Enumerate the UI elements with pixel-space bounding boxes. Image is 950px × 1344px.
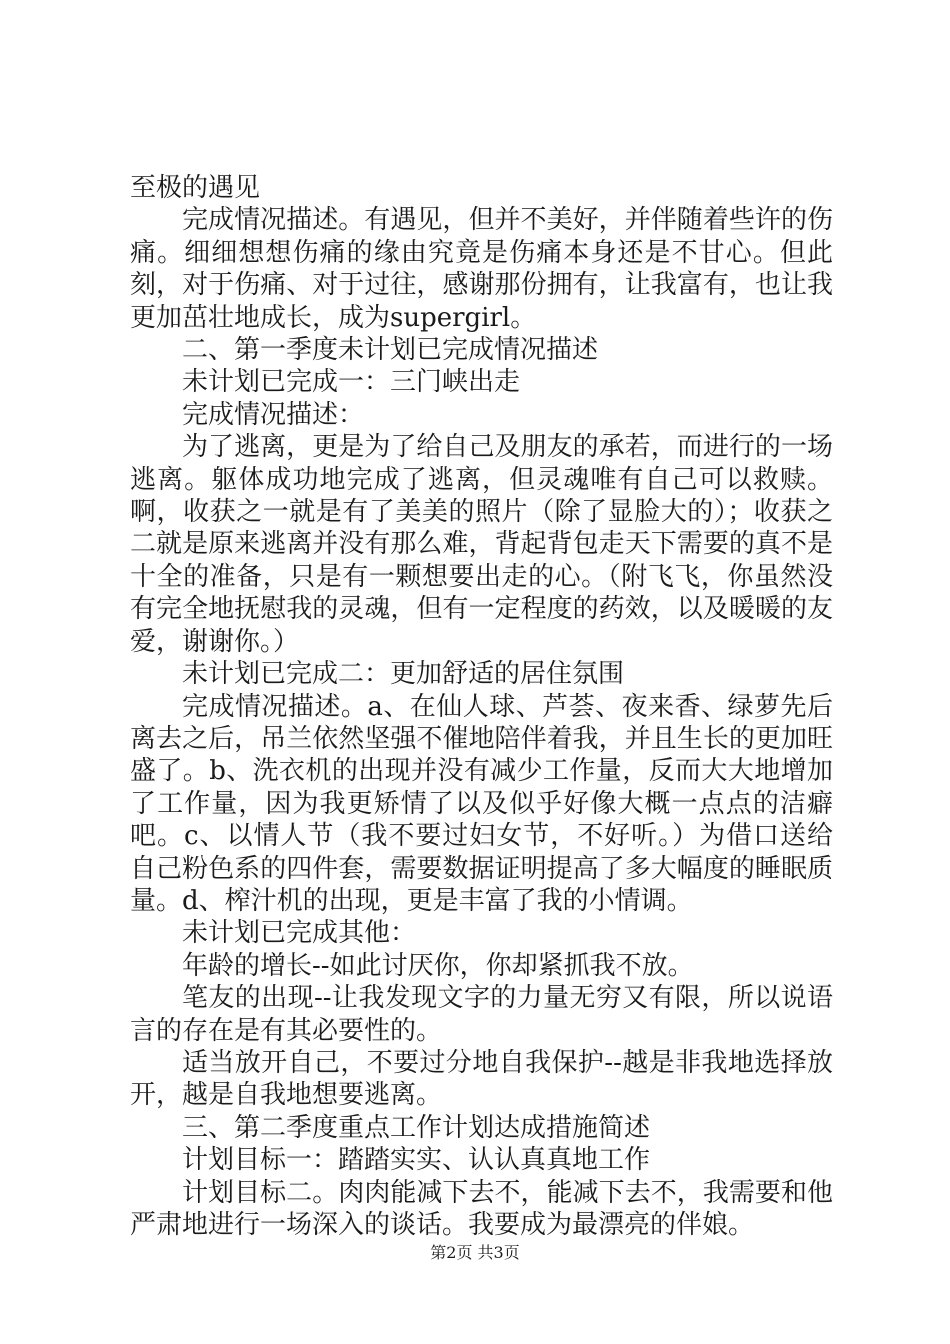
- paragraph: 适当放开自己，不要过分地自我保护--越是非我地选择放开，越是自我地想要逃离。: [130, 1047, 833, 1111]
- subheading: 计划目标一：踏踏实实、认认真真地工作: [182, 1145, 651, 1176]
- section-heading: 二、第一季度未计划已完成情况描述: [182, 335, 599, 366]
- document-body: [130, 172, 833, 1241]
- page-footer: [0, 1240, 950, 1263]
- section-heading: 三、第二季度重点工作计划达成措施简述: [182, 1112, 651, 1143]
- paragraph: 至极的遇见: [130, 173, 261, 203]
- paragraph: 为了逃离，更是为了给自己及朋友的承若，而进行的一场逃离。躯体成功地完成了逃离，但灵魂唯有自己可以救赎。啊，收获之一就是有了美美的照片（除了显脸大的）；收获之二就是原来逃离并没有那么难，背起背包走天下需要的真不是十全的准备，只是有一颗想要出走的心。（附飞飞，你虽然没有完全地抚慰我的灵魂，但有一定程度的药效，以及暖暖的友爱，谢谢你。）: [130, 432, 833, 657]
- paragraph: 完成情况描述：: [182, 399, 365, 430]
- paragraph: 年龄的增长--如此讨厌你，你却紧抓我不放。: [182, 950, 694, 981]
- subheading: 未计划已完成二：更加舒适的居住氛围: [182, 659, 625, 690]
- paragraph: 计划目标二。肉肉能减下去不，能减下去不，我需要和他严肃地进行一场深入的谈话。我要成为最漂亮的伴娘。: [130, 1177, 833, 1240]
- subheading: 未计划已完成其他：: [182, 918, 417, 949]
- paragraph: 笔友的出现--让我发现文字的力量无穷又有限，所以说语言的存在是有其必要性的。: [130, 983, 833, 1046]
- paragraph: 完成情况描述。a、在仙人球、芦荟、夜来香、绿萝先后离去之后，吊兰依然坚强不催地陪伴着我，并且生长的更加旺盛了。b、洗衣机的出现并没有减少工作量，反而大大地增加了工作量，因为我更矫情了以及似乎好像大概一点点的洁癖吧。c、以情人节（我不要过妇女节，不好听。）为借口送给自己粉色系的四件套，需要数据证明提高了多大幅度的睡眠质量。d、榨汁机的出现，更是丰富了我的小情调。: [130, 691, 833, 916]
- paragraph: 完成情况描述。有遇见，但并不美好，并伴随着些许的伤痛。细细想想伤痛的缘由究竟是伤痛本身还是不甘心。但此刻，对于伤痛、对于过往，感谢那份拥有，让我富有，也让我更加茁壮地成长，成为supergirl。: [130, 205, 833, 333]
- page-number-label: 第2页 共3页: [430, 1243, 520, 1262]
- subheading: 未计划已完成一：三门峡出走: [182, 367, 521, 398]
